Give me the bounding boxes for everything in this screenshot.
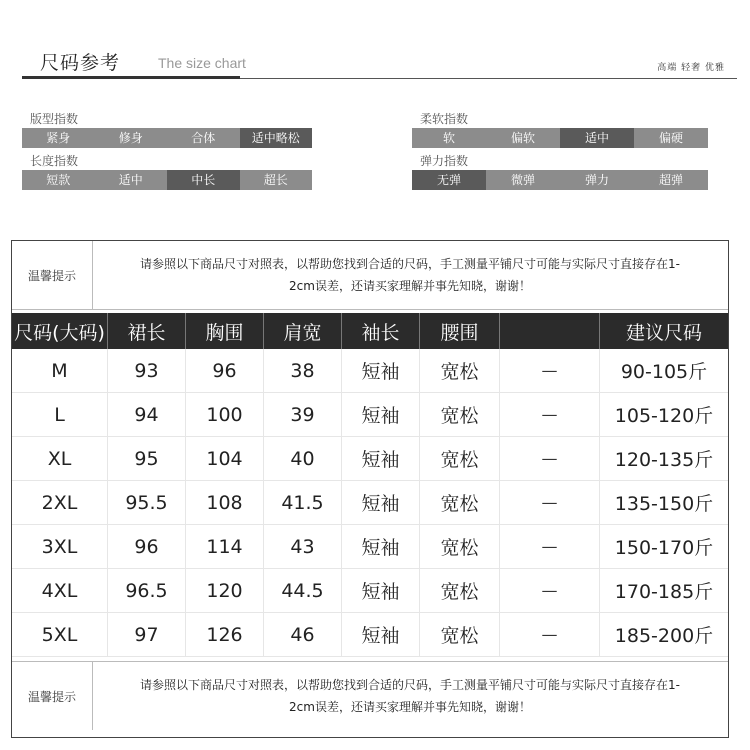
- cell-bust: 104: [186, 437, 264, 480]
- cell-waist: 宽松: [420, 525, 500, 568]
- elasticity-index-bar: [412, 170, 708, 190]
- cell-suggested-size: 135-150斤: [614, 493, 714, 515]
- table-row: [12, 613, 728, 657]
- cell-shoulder: 44.5: [264, 569, 342, 612]
- softness-option: 偏硬: [658, 131, 683, 145]
- cell-blank: —: [500, 525, 600, 568]
- table-row: [12, 569, 728, 613]
- length-index-bar: [22, 170, 312, 190]
- cell-size: 3XL: [12, 525, 108, 568]
- cell-suggested-size: 185-200斤: [614, 625, 714, 647]
- cell-size: XL: [12, 437, 108, 480]
- table-body: [12, 349, 728, 657]
- cell-size: 4XL: [12, 569, 108, 612]
- cell-size: L: [12, 393, 108, 436]
- cell-sleeve: 短袖: [342, 437, 420, 480]
- cell-size: M: [12, 349, 108, 392]
- header-size: 尺码(大码): [12, 313, 108, 349]
- cell-suggested-size: 150-170斤: [614, 537, 714, 559]
- header-blank: [500, 313, 600, 349]
- note-row-top: [12, 241, 728, 310]
- table-row: [12, 525, 728, 569]
- elasticity-option: 无弹: [412, 170, 486, 190]
- cell-bust: 100: [186, 393, 264, 436]
- length-option: 适中: [118, 173, 143, 187]
- fit-option: 紧身: [46, 131, 71, 145]
- cell-suggested-size: 90-105斤: [620, 361, 708, 383]
- table-header-row: [12, 313, 728, 349]
- table-row: [12, 349, 728, 393]
- cell-sleeve: 短袖: [342, 569, 420, 612]
- cell-sleeve: 短袖: [342, 481, 420, 524]
- cell-dress-length: 95: [108, 437, 186, 480]
- fit-index-label: 版型指数: [30, 112, 79, 126]
- cell-suggested-size: 170-185斤: [614, 581, 714, 603]
- header-bust: 胸围: [186, 313, 264, 349]
- note-text: [94, 662, 726, 730]
- cell-sleeve: 短袖: [342, 613, 420, 656]
- cell-bust: 108: [186, 481, 264, 524]
- note-line-1: 请参照以下商品尺寸对照表，以帮助您找到合适的尺码，手工测量平铺尺寸可能与实际尺寸直接存在1-: [140, 257, 680, 271]
- cell-size: 2XL: [12, 481, 108, 524]
- cell-waist: 宽松: [420, 437, 500, 480]
- note-label: 温馨提示: [12, 241, 93, 309]
- softness-index-label: 柔软指数: [420, 112, 469, 126]
- cell-sleeve: 短袖: [342, 393, 420, 436]
- length-option: 超长: [263, 173, 288, 187]
- length-option: 中长: [167, 170, 240, 190]
- note-line-2: 2cm误差，还请买家理解并事先知晓，谢谢！: [289, 279, 531, 293]
- cell-blank: —: [500, 349, 600, 392]
- cell-sleeve: 短袖: [342, 525, 420, 568]
- cell-bust: 114: [186, 525, 264, 568]
- cell-shoulder: 40: [264, 437, 342, 480]
- size-table: [11, 240, 729, 738]
- note-line-1: 请参照以下商品尺寸对照表，以帮助您找到合适的尺码，手工测量平铺尺寸可能与实际尺寸直接存在1-: [140, 678, 680, 692]
- cell-shoulder: 39: [264, 393, 342, 436]
- note-text: [94, 241, 726, 309]
- cell-bust: 126: [186, 613, 264, 656]
- fit-option: 合体: [191, 131, 216, 145]
- cell-shoulder: 38: [264, 349, 342, 392]
- tagline: 高端 轻奢 优雅: [657, 63, 725, 73]
- cell-waist: 宽松: [420, 481, 500, 524]
- cell-size: 5XL: [12, 613, 108, 656]
- cell-waist: 宽松: [420, 613, 500, 656]
- header-shoulder: 肩宽: [264, 313, 342, 349]
- cell-blank: —: [500, 437, 600, 480]
- cell-dress-length: 95.5: [108, 481, 186, 524]
- cell-shoulder: 43: [264, 525, 342, 568]
- header-sleeve: 袖长: [342, 313, 420, 349]
- cell-sleeve: 短袖: [342, 349, 420, 392]
- softness-option: 软: [442, 131, 455, 145]
- cell-dress-length: 96: [108, 525, 186, 568]
- header-dress-length: 裙长: [108, 313, 186, 349]
- cell-suggested-size: 120-135斤: [614, 449, 714, 471]
- cell-bust: 96: [186, 349, 264, 392]
- cell-blank: —: [500, 613, 600, 656]
- cell-waist: 宽松: [420, 569, 500, 612]
- cell-waist: 宽松: [420, 393, 500, 436]
- fit-option: 适中略松: [240, 128, 313, 148]
- elasticity-option: 弹力: [584, 173, 609, 187]
- table-row: [12, 481, 728, 525]
- cell-dress-length: 97: [108, 613, 186, 656]
- length-option: 短款: [46, 173, 71, 187]
- fit-option: 修身: [118, 131, 143, 145]
- cell-dress-length: 94: [108, 393, 186, 436]
- table-row: [12, 393, 728, 437]
- page-header: [22, 44, 737, 79]
- elasticity-option: 超弹: [658, 173, 683, 187]
- elasticity-index-label: 弹力指数: [420, 154, 469, 168]
- cell-suggested-size: 105-120斤: [614, 405, 714, 427]
- note-line-2: 2cm误差，还请买家理解并事先知晓，谢谢！: [289, 700, 531, 714]
- title-english: The size chart: [158, 55, 246, 71]
- fit-index-bar: [22, 128, 312, 148]
- softness-option: 适中: [560, 128, 634, 148]
- cell-dress-length: 96.5: [108, 569, 186, 612]
- softness-option: 偏软: [510, 131, 535, 145]
- note-label: 温馨提示: [12, 662, 93, 730]
- cell-shoulder: 46: [264, 613, 342, 656]
- length-index-label: 长度指数: [30, 154, 79, 168]
- note-row-bottom: [12, 661, 728, 730]
- header-suggested-size: 建议尺码: [625, 321, 702, 344]
- cell-blank: —: [500, 481, 600, 524]
- elasticity-option: 微弹: [510, 173, 535, 187]
- cell-dress-length: 93: [108, 349, 186, 392]
- cell-blank: —: [500, 569, 600, 612]
- header-waist: 腰围: [420, 313, 500, 349]
- softness-index-bar: [412, 128, 708, 148]
- cell-blank: —: [500, 393, 600, 436]
- title-underline: [22, 76, 240, 79]
- cell-shoulder: 41.5: [264, 481, 342, 524]
- cell-waist: 宽松: [420, 349, 500, 392]
- table-row: [12, 437, 728, 481]
- cell-bust: 120: [186, 569, 264, 612]
- title-chinese: 尺码参考: [40, 52, 121, 74]
